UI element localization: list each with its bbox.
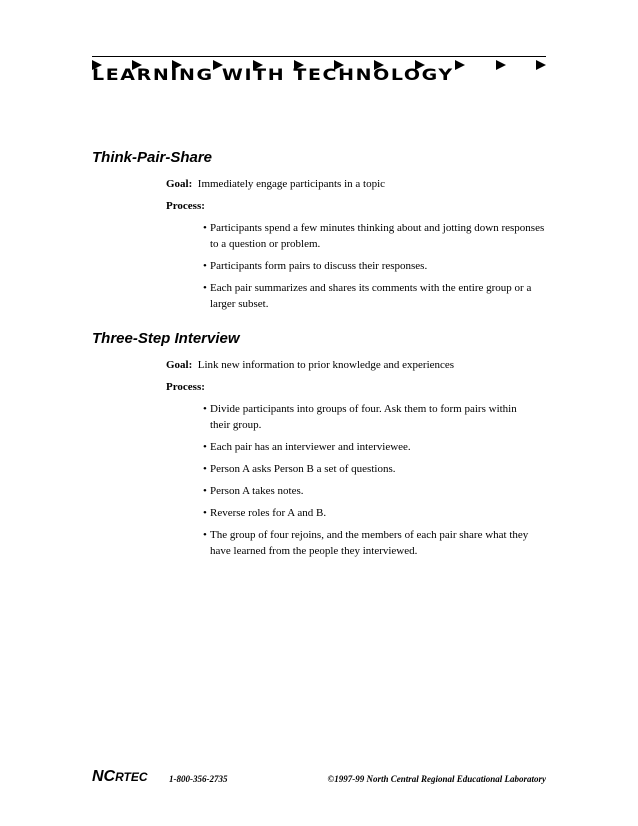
- section-title-think-pair-share: Think-Pair-Share: [92, 149, 213, 166]
- process-label: Process:: [166, 200, 205, 212]
- list-item-text: Reverse roles for A and B.: [210, 507, 327, 519]
- list-item-text: The group of four rejoins, and the members of each pair share what they have learned from the people they interviewed.: [210, 529, 529, 557]
- bullet-icon: •: [203, 260, 207, 272]
- list-item: [203, 483, 553, 499]
- logo-suffix: RTEC: [115, 770, 148, 784]
- list-item: [203, 258, 553, 274]
- list-item: [203, 505, 553, 521]
- list-item: [203, 220, 553, 252]
- bullet-icon: •: [203, 403, 207, 415]
- list-item: [203, 280, 533, 312]
- footer-phone: 1-800-356-2735: [169, 774, 228, 784]
- bullet-icon: •: [203, 485, 207, 497]
- bullet-icon: •: [203, 529, 207, 541]
- section-title-three-step-interview: Three-Step Interview: [92, 330, 240, 347]
- bullet-icon: •: [203, 507, 207, 519]
- ncrtec-logo: [92, 768, 148, 786]
- list-item: [203, 527, 548, 559]
- goal-text: Immediately engage participants in a topic: [197, 178, 386, 190]
- list-item-text: Participants spend a few minutes thinking about and jotting down responses to a question or problem.: [210, 222, 545, 250]
- logo-prefix: NC: [92, 768, 116, 785]
- header-title: LEARNING WITH TECHNOLOGY: [92, 66, 454, 85]
- list-item-text: Person A takes notes.: [210, 485, 304, 497]
- list-item-text: Participants form pairs to discuss their responses.: [210, 260, 428, 272]
- list-item-text: Divide participants into groups of four. Ask them to form pairs within their group.: [210, 403, 517, 431]
- bullet-icon: •: [203, 222, 207, 234]
- process-label: Process:: [166, 381, 205, 393]
- goal-line: [166, 176, 385, 192]
- list-item: [203, 401, 523, 433]
- bullet-icon: •: [203, 282, 207, 294]
- list-item-text: Person A asks Person B a set of questions.: [210, 463, 396, 475]
- list-item: [203, 461, 553, 477]
- list-item-text: Each pair has an interviewer and interviewee.: [210, 441, 411, 453]
- list-item-text: Each pair summarizes and shares its comments with the entire group or a larger subset.: [210, 282, 532, 310]
- goal-label: Goal:: [166, 359, 193, 371]
- header-rule: [92, 56, 546, 57]
- goal-label: Goal:: [166, 178, 193, 190]
- footer-copyright: ©1997-99 North Central Regional Educational Laboratory: [327, 774, 546, 784]
- list-item: [203, 439, 553, 455]
- goal-line: [166, 357, 454, 373]
- bullet-icon: •: [203, 463, 207, 475]
- bullet-icon: •: [203, 441, 207, 453]
- goal-text: Link new information to prior knowledge and experiences: [197, 359, 455, 371]
